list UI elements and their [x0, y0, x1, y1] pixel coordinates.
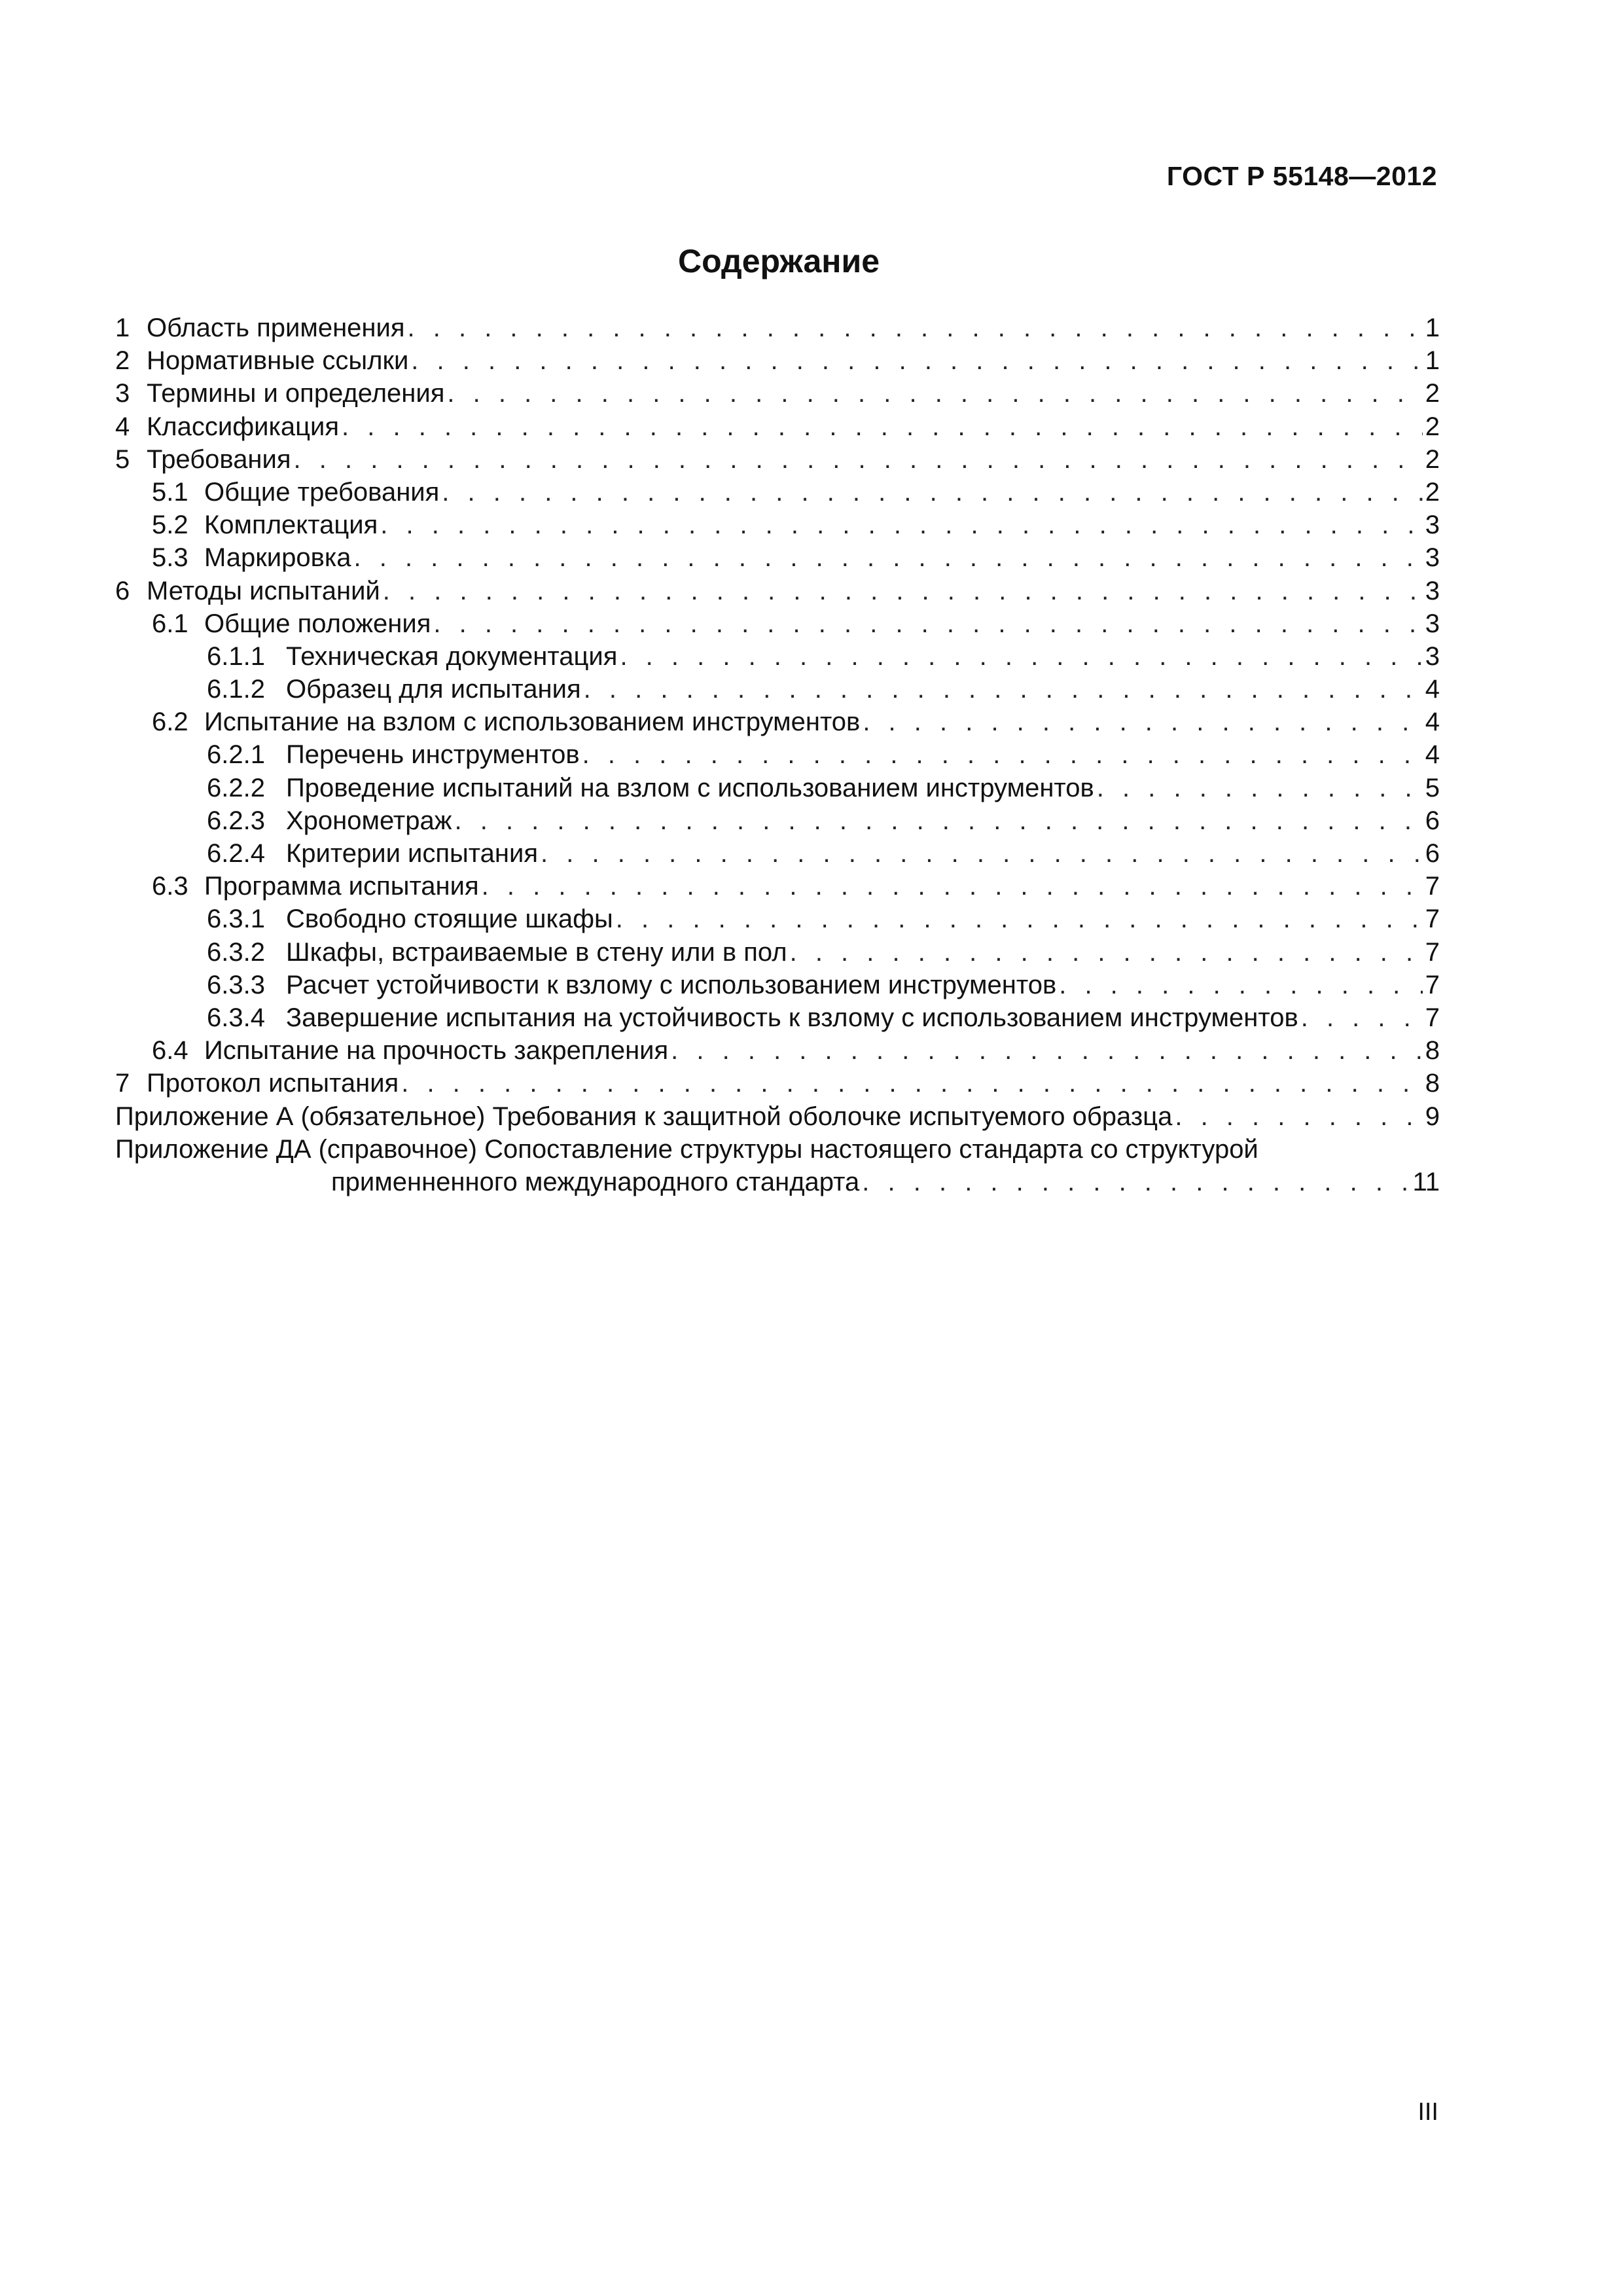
toc-entry-label: Критерии испытания	[286, 837, 538, 870]
toc-entry-page: 2	[1425, 444, 1440, 474]
toc-entry[interactable]	[115, 476, 1440, 509]
toc-entry-page: 2	[1425, 412, 1440, 441]
toc-entry-label: Нормативные ссылки	[147, 344, 408, 377]
toc-entry[interactable]	[115, 1034, 1440, 1067]
toc-entry-label: Расчет устойчивости к взлому с использованием инструментов	[286, 969, 1056, 1001]
dot-leader	[1301, 1001, 1423, 1034]
toc-entry[interactable]	[115, 575, 1440, 607]
toc-entry-number: 7	[115, 1069, 130, 1098]
toc-entry-number: 3	[115, 379, 130, 408]
toc-entry-number: 6.2.2	[207, 773, 265, 802]
dot-leader	[294, 443, 1423, 476]
toc-entry-number: 5.2	[152, 511, 188, 540]
toc-entry-label: Хронометраж	[286, 804, 452, 837]
dot-leader	[1059, 969, 1423, 1001]
toc-entry-appendix[interactable]	[115, 1100, 1440, 1133]
toc-entry[interactable]	[115, 1067, 1440, 1100]
toc-entry-page: 4	[1425, 740, 1440, 770]
toc-entry-label: Проведение испытаний на взлом с использованием инструментов	[286, 772, 1094, 804]
toc-entry-label: Протокол испытания	[147, 1067, 399, 1100]
toc-entry[interactable]	[115, 344, 1440, 377]
toc-entry-label: Приложение ДА (справочное) Сопоставление структуры настоящего стандарта со структурой	[115, 1133, 1258, 1166]
toc-entry-number: 6.3.1	[207, 905, 265, 934]
toc-entry-page: 1	[1425, 346, 1440, 376]
toc-entry-label: Область применения	[147, 312, 405, 344]
toc-entry-number: 6.4	[152, 1036, 188, 1066]
toc-entry-number: 6.1.2	[207, 675, 265, 704]
toc-entry-number: 6.2.1	[207, 740, 265, 770]
toc-entry-number: 5	[115, 444, 130, 474]
toc-entry-label: Свободно стоящие шкафы	[286, 903, 613, 935]
toc-entry-page: 7	[1425, 905, 1440, 934]
toc-entry-page: 3	[1425, 543, 1440, 573]
toc-entry-number: 6.1	[152, 609, 188, 638]
toc-entry-number: 6.3.4	[207, 1003, 265, 1032]
toc-entry-label: Комплектация	[204, 509, 378, 541]
toc-entry[interactable]	[115, 706, 1440, 738]
toc-entry[interactable]	[115, 738, 1440, 771]
toc-entry-page: 7	[1425, 937, 1440, 967]
toc-entry-number: 6.1.1	[207, 641, 265, 671]
toc-title: Содержание	[677, 243, 880, 279]
toc-entry-label: Маркировка	[204, 541, 351, 574]
toc-entry-number: 5.3	[152, 543, 188, 573]
toc-entry[interactable]	[115, 509, 1440, 541]
toc-entry-page: 6	[1425, 806, 1440, 835]
toc-entry-appendix-continuation[interactable]	[115, 1166, 1440, 1198]
dot-leader	[383, 575, 1423, 607]
toc-entry[interactable]	[115, 772, 1440, 804]
document-code: ГОСТ Р 55148—2012	[1166, 161, 1437, 191]
toc-entry-label: Приложение А (обязательное) Требования к защитной оболочке испытуемого образца	[115, 1100, 1172, 1133]
dot-leader	[408, 312, 1423, 344]
toc-entry-page: 2	[1425, 477, 1440, 507]
toc-entry-label: Общие положения	[204, 607, 431, 640]
toc-entry-label: Термины и определения	[147, 377, 444, 410]
dot-leader	[584, 673, 1423, 706]
toc-entry-label: Завершение испытания на устойчивость к взлому с использованием инструментов	[286, 1001, 1298, 1034]
toc-entry-page: 1	[1425, 314, 1440, 342]
toc-entry-page: 3	[1425, 511, 1440, 540]
toc-entry-number: 1	[115, 314, 130, 342]
toc-entry[interactable]	[115, 410, 1440, 443]
toc-entry-label: Программа испытания	[204, 870, 479, 903]
toc-entry-label: Классификация	[147, 410, 339, 443]
dot-leader	[862, 1166, 1410, 1198]
toc-entry-label: Методы испытаний	[147, 575, 380, 607]
toc-entry-label: Испытание на взлом с использованием инструментов	[204, 706, 860, 738]
toc-entry[interactable]	[115, 837, 1440, 870]
toc-entry-page: 4	[1425, 708, 1440, 737]
toc-entry-label: Образец для испытания	[286, 673, 581, 706]
dot-leader	[1097, 772, 1423, 804]
toc-entry[interactable]	[115, 541, 1440, 574]
toc-entry-page: 6	[1425, 839, 1440, 868]
toc-entry-page: 3	[1425, 641, 1440, 671]
toc-entry[interactable]	[115, 607, 1440, 640]
toc-entry-page: 4	[1425, 675, 1440, 704]
dot-leader	[342, 410, 1423, 443]
dot-leader	[671, 1034, 1423, 1067]
toc-entry-page: 7	[1425, 1003, 1440, 1032]
toc-entry[interactable]	[115, 804, 1440, 837]
toc-entry-page: 5	[1425, 773, 1440, 802]
toc-entry-number: 6	[115, 576, 130, 605]
toc-entry-number: 4	[115, 412, 130, 441]
toc-entry-page: 8	[1425, 1036, 1440, 1066]
dot-leader	[582, 738, 1423, 771]
dot-leader	[482, 870, 1423, 903]
toc-entry-number: 6.2.3	[207, 806, 265, 835]
toc-entry[interactable]	[115, 1001, 1440, 1034]
page-number: III	[1418, 2098, 1438, 2126]
toc-entry[interactable]	[115, 377, 1440, 410]
toc-entry[interactable]	[115, 443, 1440, 476]
dot-leader	[1175, 1100, 1422, 1133]
dot-leader	[401, 1067, 1423, 1100]
toc-entry-page: 7	[1425, 872, 1440, 901]
toc-entry-page: 9	[1425, 1102, 1440, 1131]
toc-entry-page: 11	[1412, 1167, 1440, 1196]
toc-entry-number: 2	[115, 346, 130, 376]
toc-entry-label: применненного международного стандарта	[331, 1166, 859, 1198]
toc-entry-number: 6.3	[152, 872, 188, 901]
dot-leader	[380, 509, 1422, 541]
toc-entry-page: 8	[1425, 1069, 1440, 1098]
toc-entry[interactable]	[115, 673, 1440, 706]
toc-entry-appendix[interactable]	[115, 1133, 1440, 1166]
dot-leader	[447, 377, 1422, 410]
dot-leader	[411, 344, 1422, 377]
toc-entry[interactable]	[115, 870, 1440, 903]
toc-entry[interactable]	[115, 969, 1440, 1001]
dot-leader	[620, 640, 1422, 673]
dot-leader	[790, 936, 1423, 969]
toc-entry[interactable]	[115, 312, 1440, 344]
toc-entry-label: Общие требования	[204, 476, 439, 509]
dot-leader	[541, 837, 1423, 870]
toc-entry-number: 6.2.4	[207, 839, 265, 868]
toc-entry-label: Шкафы, встраиваемые в стену или в пол	[286, 936, 787, 969]
dot-leader	[863, 706, 1422, 738]
toc-entry-number: 6.3.2	[207, 937, 265, 967]
toc-entry-label: Требования	[147, 443, 291, 476]
toc-entry-number: 6.2	[152, 708, 188, 737]
dot-leader	[433, 607, 1422, 640]
toc-entry-page: 3	[1425, 609, 1440, 638]
toc-entry[interactable]	[115, 936, 1440, 969]
dot-leader	[442, 476, 1422, 509]
toc-entry-number: 6.3.3	[207, 970, 265, 999]
dot-leader	[616, 903, 1423, 935]
toc-entry-number: 5.1	[152, 477, 188, 507]
toc-entry[interactable]	[115, 903, 1440, 935]
toc-entry-page: 3	[1425, 576, 1440, 605]
toc-entry-label: Перечень инструментов	[286, 738, 580, 771]
toc-entry-label: Испытание на прочность закрепления	[204, 1034, 668, 1067]
dot-leader	[353, 541, 1422, 574]
dot-leader	[455, 804, 1423, 837]
toc-entry-label: Техническая документация	[286, 640, 617, 673]
toc-entry[interactable]	[115, 640, 1440, 673]
toc-entry-page: 7	[1425, 970, 1440, 999]
table-of-contents	[115, 312, 1440, 1198]
toc-entry-page: 2	[1425, 379, 1440, 408]
